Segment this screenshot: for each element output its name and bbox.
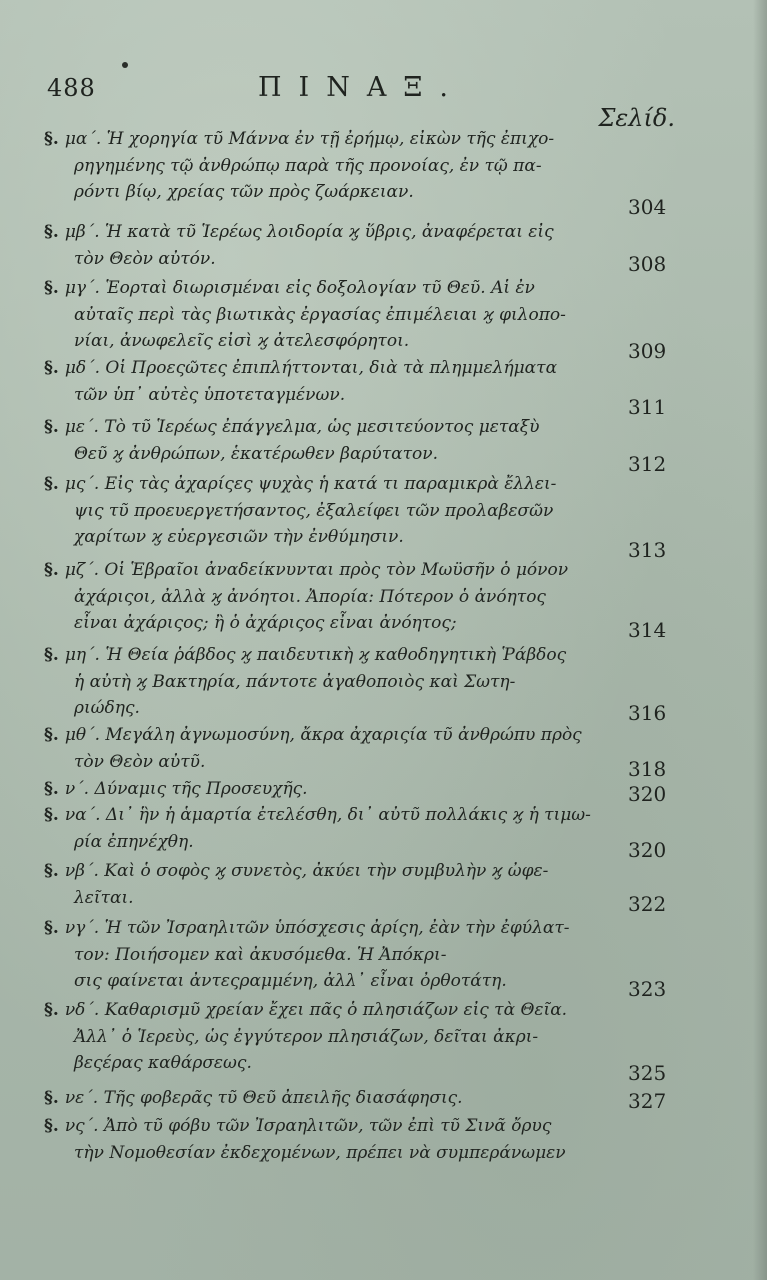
entry-page-number: 304 [628, 195, 667, 219]
entry-line: τον: Ποιήσομεν καὶ ἀκυσόμεθα. Ἡ Ἀπόκρι- [74, 944, 447, 965]
entry-line: ρηγημένης τῷ ἀνθρώπῳ παρὰ τῆς προνοίας, ἐν τῷ πα- [74, 155, 542, 176]
entry-line: Θεῦ ϗ ἀνθρώπων, ἑκατέρωθεν βαρύτατον. [74, 443, 439, 464]
entry-line: ρόντι βίῳ, χρείας τῶν πρὸς ζωάρκειαν. [74, 182, 414, 202]
page-column-label: Σελίδ. [598, 104, 675, 132]
entry-page-number: 316 [628, 701, 667, 725]
entry-line: §. μδ΄. Οἱ Προεςῶτες ἐπιπλήττονται, διὰ τὰ πλημμελήματα [44, 358, 558, 378]
entry-line: §. μθ΄. Μεγάλη ἀγνωμοσύνη, ἄκρα ἀχαριςία τῦ ἀνθρώπυ πρὸς [44, 725, 582, 745]
entry-line: αὐταῖς περὶ τὰς βιωτικὰς ἐργασίας ἐπιμέλειαι ϗ φιλοπο- [74, 304, 566, 325]
entry-line: Ἀλλ᾽ ὁ Ἱερεὺς, ὡς ἐγγύτερον πλησιάζων, δεῖται ἀκρι- [74, 1026, 539, 1047]
entry-line: ριώδης. [74, 698, 140, 718]
section-mark: §. [44, 560, 59, 580]
entry-line: §. νδ΄. Καθαρισμῦ χρείαν ἔχει πᾶς ὁ πλησιάζων εἰς τὰ Θεῖα. [44, 1000, 568, 1020]
entry-page-number: 327 [628, 1089, 667, 1113]
entry-line: τὴν Νομοθεσίαν ἐκδεχομένων, πρέπει νὰ συμπεράνωμεν [74, 1142, 566, 1163]
index-entry [44, 355, 622, 408]
index-entry [44, 858, 622, 911]
page-title: ΠΙΝΑΞ. [258, 72, 465, 103]
entry-line: §. μζ΄. Οἱ Ἑβραῖοι ἀναδείκνυνται πρὸς τὸν Μωϋσῆν ὁ μόνον [44, 560, 569, 580]
index-entry [44, 1085, 622, 1112]
page-number: 488 [47, 74, 96, 102]
section-mark: §. [44, 278, 59, 298]
section-mark: §. [44, 861, 59, 881]
entry-line: τῶν ὑπ᾽ αὐτὲς ὑποτεταγμένων. [74, 384, 346, 405]
section-mark: §. [44, 358, 59, 378]
section-mark: §. [44, 222, 59, 242]
entry-page-number: 309 [628, 339, 667, 363]
entry-line: §. νε΄. Τῆς φοβερᾶς τῦ Θεῦ ἀπειλῆς διασάφησις. [44, 1088, 463, 1108]
section-mark: §. [44, 474, 59, 494]
entry-line: §. να΄. Δι᾽ ἣν ἡ ἁμαρτία ἐτελέσθη, δι᾽ αὐτῦ πολλάκις ϗ ἡ τιμω- [44, 805, 591, 825]
section-mark: §. [44, 1000, 59, 1020]
index-entry [44, 915, 622, 995]
entry-line: §. νς΄. Ἀπὸ τῦ φόβυ τῶν Ἰσραηλιτῶν, τῶν ἐπὶ τῦ Σινᾶ ὄρυς [44, 1116, 552, 1136]
section-mark: §. [44, 805, 59, 825]
entry-line: §. με΄. Τὸ τῦ Ἱερέως ἐπάγγελμα, ὡς μεσιτεύοντος μεταξὺ [44, 417, 540, 437]
section-mark: §. [44, 1116, 59, 1136]
section-mark: §. [44, 779, 59, 799]
entry-line: §. μη΄. Ἡ Θεία ῥάβδος ϗ παιδευτικὴ ϗ καθοδηγητικὴ Ῥάβδος [44, 645, 567, 665]
entry-line: §. ν΄. Δύναμις τῆς Προσευχῆς. [44, 779, 308, 799]
entry-page-number: 322 [628, 892, 667, 916]
entry-line: τὸν Θεὸν αὐτόν. [74, 248, 216, 269]
entry-line: §. νγ΄. Ἡ τῶν Ἰσραηλιτῶν ὑπόσχεσις ἀρίςη, ἐὰν τὴν ἐφύλατ- [44, 918, 570, 938]
entry-line: ἡ αὐτὴ ϗ Βακτηρία, πάντοτε ἀγαθοποιὸς καὶ Σωτη- [74, 671, 516, 692]
entry-line: §. μς΄. Εἰς τὰς ἀχαρίςες ψυχὰς ἡ κατά τι παραμικρὰ ἔλλει- [44, 474, 557, 494]
entry-line: ρία ἐπηνέχθη. [74, 831, 194, 852]
index-entry [44, 557, 622, 637]
section-mark: §. [44, 129, 59, 149]
entry-line: §. νβ΄. Καὶ ὁ σοφὸς ϗ συνετὸς, ἀκύει τὴν συμβυλὴν ϗ ὠφε- [44, 861, 549, 881]
entry-line: σις φαίνεται ἀντεςραμμένη, ἀλλ᾽ εἶναι ὀρθοτάτη. [74, 971, 507, 991]
entry-line: λεῖται. [74, 887, 134, 908]
entry-page-number: 314 [628, 618, 667, 642]
section-mark: §. [44, 725, 59, 745]
entry-page-number: 320 [628, 782, 667, 806]
entry-page-number: 320 [628, 838, 667, 862]
entry-page-number: 318 [628, 757, 667, 781]
entry-line: §. μγ΄. Ἑορταὶ διωρισμέναι εἰς δοξολογίαν τῦ Θεῦ. Αἱ ἐν [44, 278, 535, 298]
entry-page-number: 313 [628, 538, 667, 562]
index-entry [44, 802, 622, 855]
entry-line: εἶναι ἀχάριςος; ἢ ὁ ἀχάριςος εἶναι ἀνόητος; [74, 613, 457, 633]
index-entry [44, 219, 622, 272]
entry-line: §. μα΄. Ἡ χορηγία τῦ Μάννα ἐν τῇ ἐρήμῳ, εἰκὼν τῆς ἐπιχο- [44, 129, 555, 149]
entry-page-number: 312 [628, 452, 667, 476]
index-entry [44, 471, 622, 551]
index-entry [44, 126, 622, 206]
index-entry [44, 642, 622, 722]
entry-page-number: 325 [628, 1061, 667, 1085]
ink-speck [122, 62, 128, 68]
index-entry [44, 1113, 622, 1166]
section-mark: §. [44, 1088, 59, 1108]
entry-line: νίαι, ἀνωφελεῖς εἰσὶ ϗ ἀτελεσφόρητοι. [74, 331, 410, 351]
entry-line: χαρίτων ϗ εὐεργεσιῶν τὴν ἐνθύμησιν. [74, 527, 404, 547]
entry-line: τὸν Θεὸν αὐτῦ. [74, 751, 206, 772]
index-entry [44, 776, 622, 803]
index-entry [44, 414, 622, 467]
entry-line: ψις τῦ προευεργετήσαντος, ἐξαλείφει τῶν προλαβεσῶν [74, 500, 554, 521]
entry-page-number: 323 [628, 977, 667, 1001]
entry-page-number: 308 [628, 252, 667, 276]
index-entry [44, 997, 622, 1077]
entry-line: §. μβ΄. Ἡ κατὰ τῦ Ἱερέως λοιδορία ϗ ὕβρις, ἀναφέρεται εἰς [44, 222, 554, 242]
entry-line: βεςέρας καθάρσεως. [74, 1053, 252, 1073]
entry-line: ἀχάριςοι, ἀλλὰ ϗ ἀνόητοι. Ἀπορία: Πότερον ὁ ἀνόητος [74, 586, 546, 607]
section-mark: §. [44, 645, 59, 665]
index-entry [44, 275, 622, 355]
index-entry [44, 722, 622, 775]
entry-page-number: 311 [628, 395, 667, 419]
section-mark: §. [44, 417, 59, 437]
page-edge-shadow [753, 0, 767, 1280]
section-mark: §. [44, 918, 59, 938]
